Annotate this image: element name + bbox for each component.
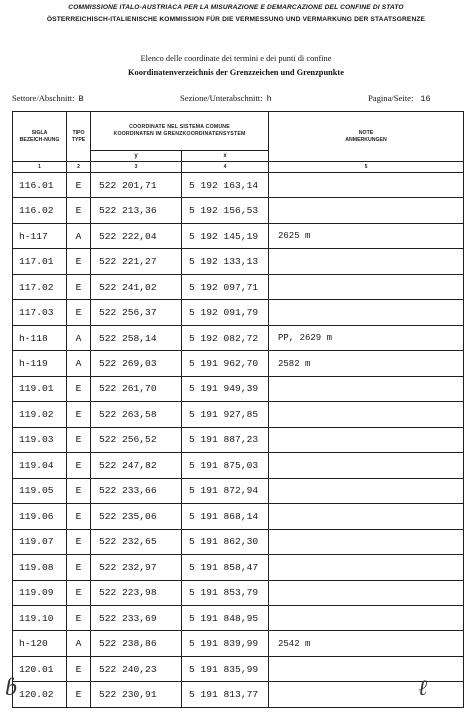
- point-note: PP, 2629 m: [269, 325, 464, 350]
- point-note: [269, 453, 464, 478]
- point-note: 2582 m: [269, 351, 464, 376]
- coordinate-x: 5 192 082,72: [182, 325, 269, 350]
- point-note: [269, 300, 464, 325]
- table-row: [13, 300, 464, 325]
- coordinate-x: 5 191 949,39: [182, 376, 269, 401]
- point-id: 119.05: [13, 478, 67, 503]
- point-type: E: [67, 580, 91, 605]
- coordinate-x: 5 192 133,13: [182, 249, 269, 274]
- coordinate-y: 522 261,70: [91, 376, 182, 401]
- point-note: [269, 427, 464, 452]
- point-type: E: [67, 427, 91, 452]
- table-row: [13, 274, 464, 299]
- point-type: A: [67, 631, 91, 656]
- coordinate-y: 522 256,52: [91, 427, 182, 452]
- point-id: h-117: [13, 223, 67, 248]
- point-note: [269, 249, 464, 274]
- point-type: E: [67, 198, 91, 223]
- column-number: 2: [67, 162, 91, 173]
- table-row: [13, 631, 464, 656]
- coordinate-y: 522 240,23: [91, 656, 182, 681]
- section-field: [180, 93, 272, 104]
- table-row: [13, 453, 464, 478]
- point-id: 119.02: [13, 402, 67, 427]
- point-type: E: [67, 376, 91, 401]
- point-type: E: [67, 529, 91, 554]
- coordinate-x: 5 191 839,99: [182, 631, 269, 656]
- point-type: E: [67, 682, 91, 708]
- coordinate-y: 522 256,37: [91, 300, 182, 325]
- table-row: [13, 198, 464, 223]
- coordinate-x: 5 191 887,23: [182, 427, 269, 452]
- point-note: [269, 478, 464, 503]
- point-note: [269, 580, 464, 605]
- point-note: [269, 402, 464, 427]
- point-note: 2542 m: [269, 631, 464, 656]
- coordinate-y: 522 258,14: [91, 325, 182, 350]
- point-note: [269, 555, 464, 580]
- column-header-id-it: SIGLA: [31, 129, 48, 136]
- column-number: 3: [91, 162, 182, 173]
- coordinate-y: 522 233,69: [91, 605, 182, 630]
- handwritten-mark-left: ɓ: [5, 675, 17, 701]
- point-id: h-119: [13, 351, 67, 376]
- table-row: [13, 249, 464, 274]
- table-row: [13, 478, 464, 503]
- column-header-notes: [269, 112, 464, 162]
- column-header-type-it: TIPO: [72, 129, 85, 136]
- coordinate-y: 522 235,06: [91, 504, 182, 529]
- column-header-notes-it: NOTE: [358, 129, 374, 136]
- sector-label: Settore/Abschnitt:: [12, 93, 75, 103]
- column-header-id-de: BEZEICH-NUNG: [19, 136, 60, 143]
- coordinate-x: 5 191 835,99: [182, 656, 269, 681]
- table-row: [13, 580, 464, 605]
- coordinate-x: 5 191 862,30: [182, 529, 269, 554]
- point-note: [269, 198, 464, 223]
- point-id: 119.03: [13, 427, 67, 452]
- point-note: [269, 504, 464, 529]
- point-type: E: [67, 173, 91, 198]
- coordinate-x: 5 191 868,14: [182, 504, 269, 529]
- coordinate-x: 5 191 927,85: [182, 402, 269, 427]
- column-header-type-de: TYPE: [71, 136, 86, 143]
- coordinate-y: 522 263,58: [91, 402, 182, 427]
- sector-field: [12, 93, 84, 104]
- point-note: 2625 m: [269, 223, 464, 248]
- point-note: [269, 605, 464, 630]
- sector-value: B: [78, 94, 84, 104]
- point-note: [269, 656, 464, 681]
- coordinate-x: 5 192 156,53: [182, 198, 269, 223]
- point-id: 119.04: [13, 453, 67, 478]
- point-id: h-118: [13, 325, 67, 350]
- point-id: 119.01: [13, 376, 67, 401]
- coordinate-x: 5 191 813,77: [182, 682, 269, 708]
- column-number: 5: [269, 162, 464, 173]
- commission-title-german: ÖSTERREICHISCH-ITALIENISCHE KOMMISSION FÜR DIE VERMESSUNG UND VERMARKUNG DER STAATSGRENZE: [46, 16, 426, 23]
- point-id: 116.02: [13, 198, 67, 223]
- column-number: 4: [182, 162, 269, 173]
- point-note: [269, 529, 464, 554]
- point-id: 119.07: [13, 529, 67, 554]
- section-value: h: [266, 94, 272, 104]
- column-header-coordinates-it: COORDINATE NEL SISTEMA COMUNE: [129, 124, 230, 130]
- coordinate-x: 5 192 145,19: [182, 223, 269, 248]
- point-id: 120.02: [13, 682, 67, 708]
- point-id: 119.10: [13, 605, 67, 630]
- column-header-type: [67, 112, 91, 162]
- point-id: 116.01: [13, 173, 67, 198]
- table-row: [13, 402, 464, 427]
- point-id: 119.08: [13, 555, 67, 580]
- table-row: [13, 656, 464, 681]
- point-id: 119.09: [13, 580, 67, 605]
- point-note: [269, 682, 464, 708]
- coordinate-y: 522 232,65: [91, 529, 182, 554]
- page-value: 16: [420, 94, 431, 104]
- column-header-notes-de: ANMERKUNGEN: [345, 136, 387, 143]
- point-type: E: [67, 402, 91, 427]
- point-type: E: [67, 656, 91, 681]
- coordinate-y: 522 222,04: [91, 223, 182, 248]
- document-title-german: Koordinatenverzeichnis der Grenzzeichen und Grenzpunkte: [128, 68, 344, 77]
- table-row: [13, 605, 464, 630]
- coordinate-y: 522 238,86: [91, 631, 182, 656]
- coordinate-y: 522 269,03: [91, 351, 182, 376]
- table-row: [13, 223, 464, 248]
- point-type: A: [67, 351, 91, 376]
- point-id: 117.02: [13, 274, 67, 299]
- point-type: A: [67, 325, 91, 350]
- column-number: 1: [13, 162, 67, 173]
- coordinate-y: 522 233,66: [91, 478, 182, 503]
- point-type: E: [67, 274, 91, 299]
- coordinate-x: 5 192 163,14: [182, 173, 269, 198]
- table-row: [13, 427, 464, 452]
- column-header-y: y: [91, 151, 182, 162]
- point-type: E: [67, 249, 91, 274]
- column-header-coordinates: [91, 112, 269, 151]
- point-type: A: [67, 223, 91, 248]
- coordinate-y: 522 223,98: [91, 580, 182, 605]
- point-type: E: [67, 478, 91, 503]
- table-row: [13, 376, 464, 401]
- coordinate-x: 5 191 853,79: [182, 580, 269, 605]
- coordinate-x: 5 191 858,47: [182, 555, 269, 580]
- coordinate-x: 5 192 091,79: [182, 300, 269, 325]
- point-id: 120.01: [13, 656, 67, 681]
- coordinates-table: [12, 111, 464, 708]
- point-type: E: [67, 453, 91, 478]
- point-type: E: [67, 555, 91, 580]
- coordinate-x: 5 191 872,94: [182, 478, 269, 503]
- coordinate-y: 522 247,82: [91, 453, 182, 478]
- coordinate-y: 522 232,97: [91, 555, 182, 580]
- column-header-x: x: [182, 151, 269, 162]
- point-id: 117.01: [13, 249, 67, 274]
- coordinate-y: 522 241,02: [91, 274, 182, 299]
- column-header-coordinates-de: KOORDINATEN IM GRENZKOORDINATENSYSTEM: [113, 131, 246, 137]
- point-note: [269, 274, 464, 299]
- point-type: E: [67, 504, 91, 529]
- column-header-id: [13, 112, 67, 162]
- point-type: E: [67, 300, 91, 325]
- table-row: [13, 351, 464, 376]
- coordinate-x: 5 191 848,95: [182, 605, 269, 630]
- table-row: [13, 325, 464, 350]
- page-field: [368, 93, 431, 104]
- coordinate-y: 522 230,91: [91, 682, 182, 708]
- section-label: Sezione/Unterabschnitt:: [180, 93, 263, 103]
- point-id: 119.06: [13, 504, 67, 529]
- commission-title-italian: COMMISSIONE ITALO-AUSTRIACA PER LA MISURAZIONE E DEMARCAZIONE DEL CONFINE DI STATO: [68, 4, 404, 11]
- table-row: [13, 173, 464, 198]
- point-id: 117.03: [13, 300, 67, 325]
- point-type: E: [67, 605, 91, 630]
- coordinate-x: 5 191 875,03: [182, 453, 269, 478]
- point-note: [269, 173, 464, 198]
- point-id: h-120: [13, 631, 67, 656]
- table-row: [13, 682, 464, 708]
- table-row: [13, 529, 464, 554]
- handwritten-signature-mark: ℓ: [418, 675, 428, 700]
- table-row: [13, 555, 464, 580]
- coordinate-y: 522 201,71: [91, 173, 182, 198]
- page-label: Pagina/Seite:: [368, 93, 414, 103]
- coordinate-y: 522 213,36: [91, 198, 182, 223]
- coordinate-y: 522 221,27: [91, 249, 182, 274]
- point-note: [269, 376, 464, 401]
- document-title-italian: Elenco delle coordinate dei termini e dei punti di confine: [140, 54, 332, 63]
- coordinate-x: 5 191 962,70: [182, 351, 269, 376]
- table-row: [13, 504, 464, 529]
- coordinate-x: 5 192 097,71: [182, 274, 269, 299]
